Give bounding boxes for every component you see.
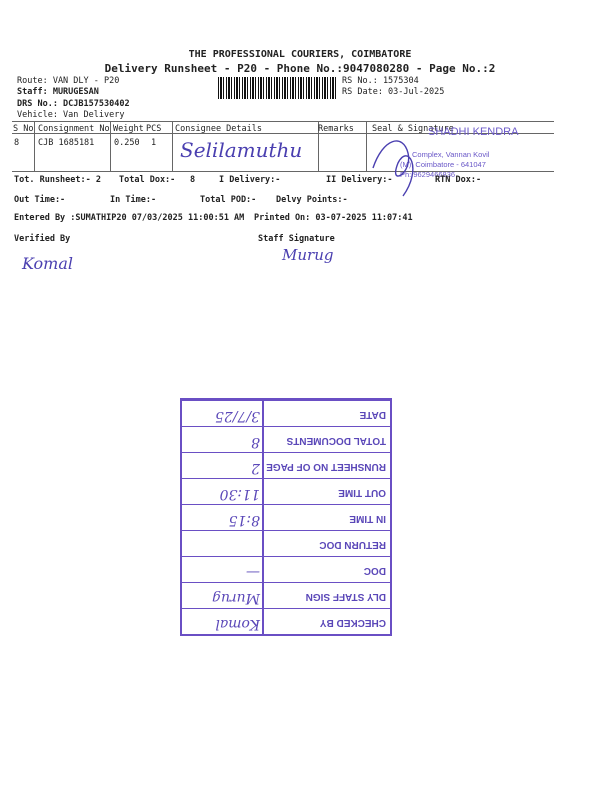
th-consignment: Consignment No — [38, 124, 110, 134]
register-label: OUT TIME — [338, 487, 386, 498]
register-label: TOTAL DOCUMENTS — [286, 435, 386, 446]
register-row — [182, 556, 390, 582]
register-divider — [263, 400, 265, 426]
barcode — [218, 77, 336, 99]
cell-weight: 0.250 — [114, 138, 140, 148]
runsheet-title: Delivery Runsheet - P20 - Phone No.:9047080280 - Page No.:2 — [104, 62, 496, 75]
register-stamp — [180, 398, 392, 636]
register-label: DATE — [359, 409, 386, 420]
col-divider — [366, 121, 367, 171]
register-label: RUNSHEET NO OF PAGE — [266, 461, 386, 472]
ii-delivery: II Delivery:- — [326, 175, 393, 185]
th-sno: S No — [13, 124, 34, 134]
out-time: Out Time:- — [14, 195, 66, 205]
register-row — [182, 478, 390, 504]
register-row — [182, 608, 390, 634]
total-dox-value: 8 — [190, 175, 196, 185]
register-divider — [263, 504, 265, 530]
register-divider — [263, 530, 265, 556]
register-value: — — [246, 564, 260, 580]
th-weight: Weight — [113, 124, 144, 134]
cell-sno: 8 — [14, 138, 20, 148]
register-value: Murug — [211, 590, 260, 606]
seal-line3: Ph: 9629466836 — [400, 170, 456, 179]
th-remarks: Remarks — [318, 124, 354, 134]
col-divider — [172, 121, 173, 171]
register-divider — [263, 582, 265, 608]
staff: Staff: MURUGESAN — [17, 87, 99, 97]
register-divider — [263, 452, 265, 478]
register-label: CHECKED BY — [319, 617, 386, 628]
total-pod: Total POD:- — [200, 195, 257, 205]
register-divider — [263, 556, 265, 582]
register-row — [182, 452, 390, 478]
register-label: RETURN DOC — [319, 539, 386, 550]
register-value: Komal — [215, 616, 260, 632]
th-seal: Seal & Signature — [372, 124, 454, 134]
seal-signature-scribble — [368, 128, 428, 200]
register-value: 8:15 — [228, 512, 260, 528]
rs-number: RS No.: 1575304 — [342, 76, 419, 86]
cell-consignment: CJB 1685181 — [38, 138, 95, 148]
printed-on: Printed On: 03-07-2025 11:07:41 — [254, 213, 413, 223]
register-row — [182, 582, 390, 608]
company-title: THE PROFESSIONAL COURIERS, COIMBATORE — [188, 49, 412, 60]
rtn-dox: RTN Dox:- — [435, 175, 482, 185]
seal-line2: (M), Coimbatore - 641047 — [400, 160, 486, 169]
register-row — [182, 504, 390, 530]
register-value: 3/7/25 — [214, 408, 260, 424]
table-top-border — [12, 121, 554, 122]
register-row — [182, 530, 390, 556]
rs-date: RS Date: 03-Jul-2025 — [342, 87, 445, 97]
tot-runsheet: Tot. Runsheet:- 2 — [14, 175, 101, 185]
register-label: IN TIME — [349, 513, 386, 524]
i-delivery: I Delivery:- — [219, 175, 281, 185]
vehicle: Vehicle: Van Delivery — [17, 110, 125, 120]
register-divider — [263, 608, 265, 634]
th-pcs: PCS — [146, 124, 162, 134]
col-divider — [34, 121, 35, 171]
staff-signature-label: Staff Signature — [258, 234, 335, 244]
seal-line1: Complex, Vannan Kovil — [412, 150, 490, 159]
entered-by: Entered By :SUMATHIP20 07/03/2025 11:00:51 AM — [14, 213, 245, 223]
register-value: 11:30 — [219, 486, 260, 502]
verified-signature: Komal — [22, 254, 73, 273]
col-divider — [110, 121, 111, 171]
register-value: 2 — [251, 460, 260, 476]
seal-name: SHADHI KENDRA — [428, 126, 519, 138]
register-value: 8 — [251, 434, 260, 450]
register-row — [182, 400, 390, 426]
in-time: In Time:- — [110, 195, 157, 205]
route: Route: VAN DLY - P20 — [17, 76, 120, 86]
delvy-points: Delvy Points:- — [276, 195, 348, 205]
total-dox-label: Total Dox:- — [119, 175, 176, 185]
cell-pcs: 1 — [151, 138, 157, 148]
staff-signature: Murug — [282, 246, 334, 264]
register-row — [182, 426, 390, 452]
verified-by-label: Verified By — [14, 234, 71, 244]
register-divider — [263, 426, 265, 452]
th-consignee: Consignee Details — [175, 124, 262, 134]
register-divider — [263, 478, 265, 504]
register-label: DLY STAFF SIGN — [305, 591, 386, 602]
register-label: DOC — [363, 565, 386, 576]
consignee-signature: Selilamuthu — [180, 138, 303, 162]
drs-number: DRS No.: DCJB157530402 — [17, 99, 130, 109]
